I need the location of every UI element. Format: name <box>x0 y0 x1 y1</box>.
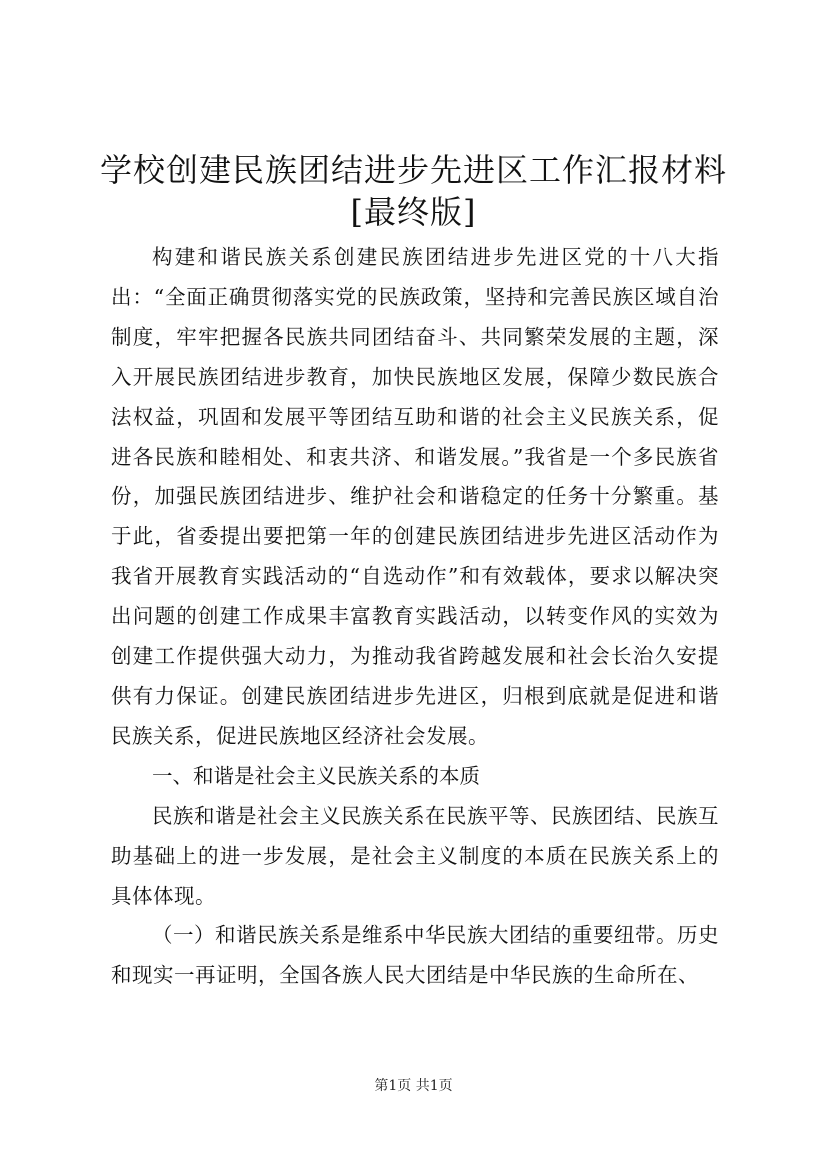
document-body <box>111 238 719 996</box>
body-paragraph: 民族和谐是社会主义民族关系在民族平等、民族团结、民族互助基础上的进一步发展，是社会主义制度的本质在民族关系上的具体体现。 <box>111 803 719 908</box>
page-footer: 第1页 共1页 <box>374 1078 453 1094</box>
document-title: 学校创建民族团结进步先进区工作汇报材料 <box>99 151 727 189</box>
section-heading: 一、和谐是社会主义民族关系的本质 <box>152 763 480 788</box>
document-title-suffix: [最终版] <box>350 193 477 231</box>
body-paragraph: 构建和谐民族关系创建民族团结进步先进区党的十八大指出：“全面正确贯彻落实党的民族政策，坚持和完善民族区域自治制度，牢牢把握各民族共同团结奋斗、共同繁荣发展的主题，深入开展民族团结进步教育，加快民族地区发展，保障少数民族合法权益，巩固和发展平等团结互助和谐的社会主义民族关系，促进各民族和睦相处、和衷共济、和谐发展。”我省是一个多民族省份，加强民族团结进步、维护社会和谐稳定的任务十分繁重。基于此，省委提出要把第一年的创建民族团结进步先进区活动作为我省开展教育实践活动的“自选动作”和有效载体，要求以解决突出问题的创建工作成果丰富教育实践活动，以转变作风的实效为创建工作提供强大动力，为推动我省跨越发展和社会长治久安提供有力保证。创建民族团结进步先进区，归根到底就是促进和谐民族关系，促进民族地区经济社会发展。 <box>111 245 719 748</box>
body-paragraph: （一）和谐民族关系是维系中华民族大团结的重要纽带。历史和现实一再证明，全国各族人民大团结是中华民族的生命所在、 <box>111 923 719 988</box>
